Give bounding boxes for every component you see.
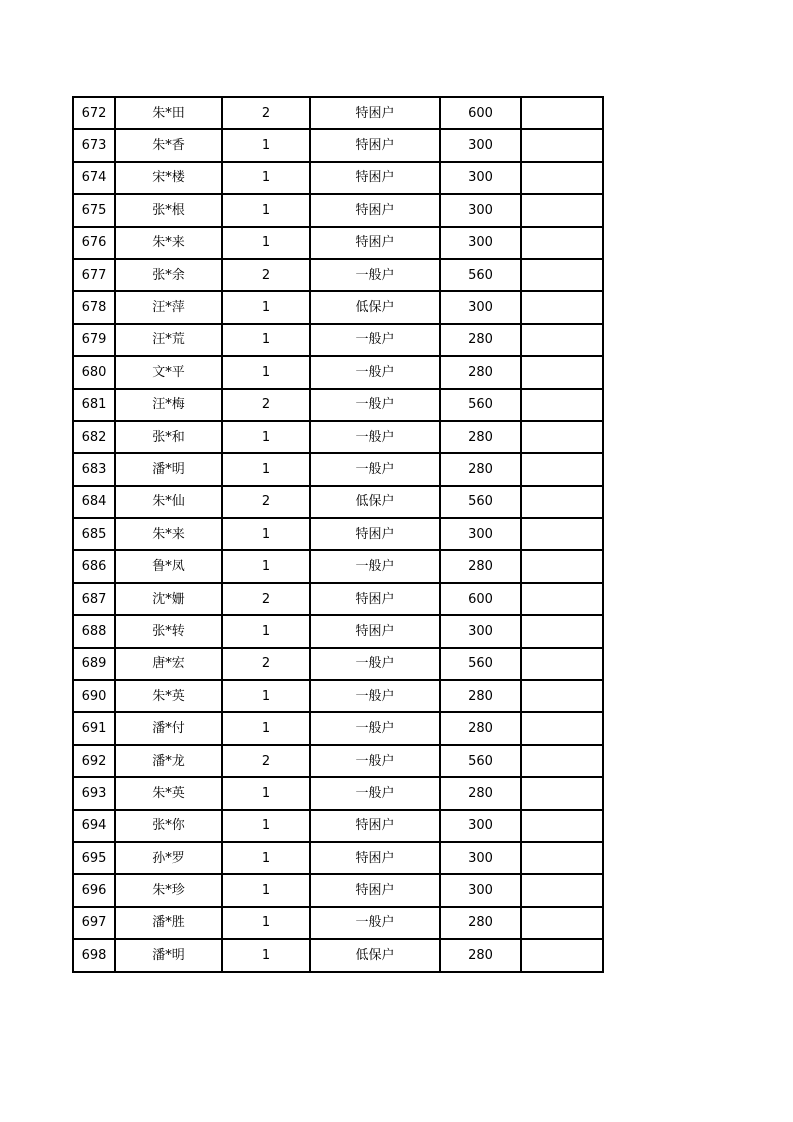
cell-serial-number: 688 — [73, 615, 115, 647]
cell-serial-number: 682 — [73, 421, 115, 453]
cell-note — [521, 486, 603, 518]
cell-name: 张*和 — [115, 421, 222, 453]
cell-note — [521, 907, 603, 939]
cell-household-type: 一般户 — [310, 421, 440, 453]
cell-amount: 280 — [440, 550, 521, 582]
cell-household-type: 一般户 — [310, 777, 440, 809]
cell-amount: 280 — [440, 324, 521, 356]
cell-amount: 600 — [440, 97, 521, 129]
cell-serial-number: 693 — [73, 777, 115, 809]
cell-serial-number: 696 — [73, 874, 115, 906]
cell-note — [521, 324, 603, 356]
cell-name: 唐*宏 — [115, 648, 222, 680]
cell-household-size: 1 — [222, 874, 310, 906]
cell-name: 沈*姗 — [115, 583, 222, 615]
cell-amount: 280 — [440, 907, 521, 939]
cell-note — [521, 874, 603, 906]
cell-household-type: 特困户 — [310, 162, 440, 194]
cell-household-type: 低保户 — [310, 291, 440, 323]
cell-amount: 300 — [440, 129, 521, 161]
cell-amount: 280 — [440, 356, 521, 388]
cell-name: 朱*珍 — [115, 874, 222, 906]
table-row — [73, 162, 603, 194]
cell-household-size: 1 — [222, 842, 310, 874]
cell-serial-number: 690 — [73, 680, 115, 712]
cell-name: 张*余 — [115, 259, 222, 291]
cell-name: 孙*罗 — [115, 842, 222, 874]
cell-note — [521, 453, 603, 485]
cell-household-size: 1 — [222, 129, 310, 161]
cell-note — [521, 291, 603, 323]
cell-household-size: 1 — [222, 712, 310, 744]
cell-household-size: 2 — [222, 583, 310, 615]
cell-note — [521, 777, 603, 809]
table-row — [73, 583, 603, 615]
table-row — [73, 745, 603, 777]
cell-name: 朱*田 — [115, 97, 222, 129]
cell-name: 潘*明 — [115, 939, 222, 971]
cell-household-size: 1 — [222, 227, 310, 259]
cell-serial-number: 679 — [73, 324, 115, 356]
table-body — [73, 97, 603, 972]
table-row — [73, 227, 603, 259]
cell-household-size: 1 — [222, 777, 310, 809]
cell-name: 朱*来 — [115, 227, 222, 259]
cell-note — [521, 518, 603, 550]
cell-household-size: 2 — [222, 389, 310, 421]
cell-name: 潘*付 — [115, 712, 222, 744]
cell-amount: 280 — [440, 939, 521, 971]
table-row — [73, 550, 603, 582]
cell-household-type: 特困户 — [310, 810, 440, 842]
cell-household-size: 1 — [222, 162, 310, 194]
table-row — [73, 356, 603, 388]
cell-note — [521, 259, 603, 291]
table-row — [73, 259, 603, 291]
cell-name: 朱*英 — [115, 680, 222, 712]
cell-serial-number: 673 — [73, 129, 115, 161]
table-row — [73, 453, 603, 485]
cell-serial-number: 692 — [73, 745, 115, 777]
cell-household-size: 2 — [222, 97, 310, 129]
cell-household-size: 1 — [222, 453, 310, 485]
cell-name: 汪*荒 — [115, 324, 222, 356]
cell-amount: 300 — [440, 842, 521, 874]
cell-serial-number: 674 — [73, 162, 115, 194]
table-row — [73, 615, 603, 647]
cell-note — [521, 648, 603, 680]
cell-note — [521, 421, 603, 453]
table-row — [73, 907, 603, 939]
cell-note — [521, 97, 603, 129]
table-row — [73, 874, 603, 906]
cell-note — [521, 162, 603, 194]
table-row — [73, 324, 603, 356]
cell-household-type: 一般户 — [310, 453, 440, 485]
table-row — [73, 842, 603, 874]
table-row — [73, 421, 603, 453]
cell-serial-number: 681 — [73, 389, 115, 421]
cell-amount: 280 — [440, 453, 521, 485]
cell-serial-number: 685 — [73, 518, 115, 550]
cell-amount: 600 — [440, 583, 521, 615]
cell-household-type: 特困户 — [310, 129, 440, 161]
cell-name: 文*平 — [115, 356, 222, 388]
cell-household-type: 一般户 — [310, 356, 440, 388]
cell-note — [521, 745, 603, 777]
cell-household-size: 1 — [222, 194, 310, 226]
cell-name: 张*转 — [115, 615, 222, 647]
table-row — [73, 810, 603, 842]
cell-note — [521, 680, 603, 712]
cell-name: 汪*萍 — [115, 291, 222, 323]
cell-household-size: 1 — [222, 615, 310, 647]
cell-note — [521, 129, 603, 161]
cell-note — [521, 356, 603, 388]
cell-amount: 560 — [440, 745, 521, 777]
cell-serial-number: 686 — [73, 550, 115, 582]
cell-serial-number: 694 — [73, 810, 115, 842]
cell-serial-number: 678 — [73, 291, 115, 323]
cell-household-size: 1 — [222, 421, 310, 453]
cell-household-type: 一般户 — [310, 259, 440, 291]
cell-amount: 280 — [440, 777, 521, 809]
cell-name: 朱*仙 — [115, 486, 222, 518]
cell-serial-number: 677 — [73, 259, 115, 291]
cell-name: 鲁*凤 — [115, 550, 222, 582]
cell-note — [521, 810, 603, 842]
cell-serial-number: 687 — [73, 583, 115, 615]
table-row — [73, 291, 603, 323]
cell-note — [521, 842, 603, 874]
cell-amount: 560 — [440, 259, 521, 291]
cell-household-size: 2 — [222, 259, 310, 291]
cell-household-type: 特困户 — [310, 97, 440, 129]
cell-household-size: 1 — [222, 810, 310, 842]
cell-serial-number: 675 — [73, 194, 115, 226]
cell-name: 张*你 — [115, 810, 222, 842]
cell-name: 潘*龙 — [115, 745, 222, 777]
cell-household-size: 2 — [222, 745, 310, 777]
cell-amount: 300 — [440, 810, 521, 842]
cell-serial-number: 691 — [73, 712, 115, 744]
cell-household-size: 1 — [222, 907, 310, 939]
cell-household-type: 特困户 — [310, 194, 440, 226]
cell-name: 朱*来 — [115, 518, 222, 550]
cell-note — [521, 939, 603, 971]
cell-name: 张*根 — [115, 194, 222, 226]
cell-household-type: 一般户 — [310, 745, 440, 777]
table-row — [73, 680, 603, 712]
cell-name: 汪*梅 — [115, 389, 222, 421]
cell-household-size: 2 — [222, 648, 310, 680]
cell-name: 朱*香 — [115, 129, 222, 161]
cell-household-type: 一般户 — [310, 712, 440, 744]
cell-amount: 300 — [440, 518, 521, 550]
cell-amount: 300 — [440, 615, 521, 647]
cell-serial-number: 676 — [73, 227, 115, 259]
cell-household-type: 特困户 — [310, 227, 440, 259]
cell-note — [521, 227, 603, 259]
cell-serial-number: 684 — [73, 486, 115, 518]
cell-amount: 300 — [440, 162, 521, 194]
table-row — [73, 518, 603, 550]
cell-serial-number: 672 — [73, 97, 115, 129]
cell-household-size: 1 — [222, 550, 310, 582]
cell-household-size: 2 — [222, 486, 310, 518]
table-row — [73, 194, 603, 226]
cell-household-type: 特困户 — [310, 874, 440, 906]
cell-amount: 300 — [440, 227, 521, 259]
cell-note — [521, 615, 603, 647]
cell-household-type: 特困户 — [310, 615, 440, 647]
cell-name: 潘*胜 — [115, 907, 222, 939]
table-row — [73, 389, 603, 421]
cell-serial-number: 698 — [73, 939, 115, 971]
cell-amount: 300 — [440, 874, 521, 906]
cell-serial-number: 697 — [73, 907, 115, 939]
cell-note — [521, 389, 603, 421]
data-table — [72, 96, 604, 973]
cell-household-type: 特困户 — [310, 518, 440, 550]
cell-household-size: 1 — [222, 291, 310, 323]
table-row — [73, 712, 603, 744]
cell-amount: 280 — [440, 712, 521, 744]
table-row — [73, 486, 603, 518]
table-row — [73, 97, 603, 129]
cell-household-size: 1 — [222, 939, 310, 971]
cell-household-type: 低保户 — [310, 486, 440, 518]
cell-name: 宋*楼 — [115, 162, 222, 194]
cell-amount: 300 — [440, 194, 521, 226]
cell-name: 潘*明 — [115, 453, 222, 485]
cell-serial-number: 689 — [73, 648, 115, 680]
cell-note — [521, 194, 603, 226]
cell-household-type: 一般户 — [310, 680, 440, 712]
cell-household-size: 1 — [222, 518, 310, 550]
cell-household-type: 低保户 — [310, 939, 440, 971]
cell-amount: 560 — [440, 389, 521, 421]
table-row — [73, 777, 603, 809]
cell-household-size: 1 — [222, 324, 310, 356]
cell-household-type: 一般户 — [310, 389, 440, 421]
cell-amount: 300 — [440, 291, 521, 323]
cell-note — [521, 712, 603, 744]
cell-household-type: 一般户 — [310, 648, 440, 680]
cell-household-type: 一般户 — [310, 550, 440, 582]
cell-note — [521, 583, 603, 615]
cell-serial-number: 680 — [73, 356, 115, 388]
cell-amount: 280 — [440, 421, 521, 453]
cell-name: 朱*英 — [115, 777, 222, 809]
table-row — [73, 939, 603, 971]
cell-household-type: 一般户 — [310, 907, 440, 939]
cell-household-type: 一般户 — [310, 324, 440, 356]
cell-note — [521, 550, 603, 582]
cell-amount: 280 — [440, 680, 521, 712]
cell-amount: 560 — [440, 486, 521, 518]
cell-household-size: 1 — [222, 356, 310, 388]
cell-serial-number: 683 — [73, 453, 115, 485]
cell-amount: 560 — [440, 648, 521, 680]
sheet-page — [72, 96, 604, 973]
cell-household-type: 特困户 — [310, 842, 440, 874]
cell-household-size: 1 — [222, 680, 310, 712]
table-row — [73, 129, 603, 161]
cell-household-type: 特困户 — [310, 583, 440, 615]
cell-serial-number: 695 — [73, 842, 115, 874]
table-row — [73, 648, 603, 680]
